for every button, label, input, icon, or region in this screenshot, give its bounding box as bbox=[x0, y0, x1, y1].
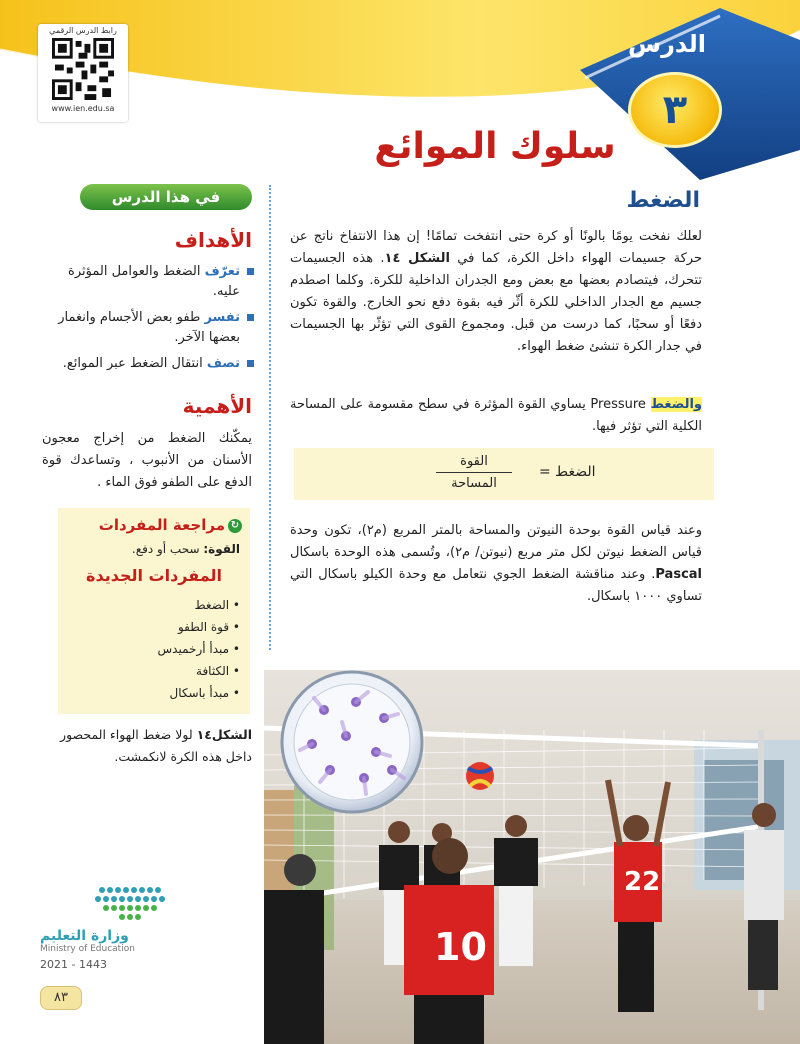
figure-caption-text: لولا ضغط الهواء المحصور داخل هذه الكرة لانكمشت. bbox=[60, 727, 252, 764]
review-term-word: القوة: bbox=[203, 542, 240, 556]
objectives-list bbox=[40, 262, 254, 380]
formula-lhs: الضغط = bbox=[539, 464, 596, 480]
ministry-name-ar: وزارة التعليم bbox=[40, 928, 129, 944]
term-pressure: والضغط bbox=[650, 397, 702, 412]
section-heading: الضغط bbox=[626, 188, 700, 213]
vocab-review-title: مراجعة المفردات bbox=[98, 516, 225, 534]
new-vocab-heading: المفردات الجديدة bbox=[86, 566, 222, 585]
edition-year: 2021 - 1443 bbox=[40, 958, 107, 971]
objective-text: انتقال الضغط عبر الموائع. bbox=[62, 356, 207, 371]
objective-item bbox=[40, 262, 254, 302]
new-vocab-item: • الضغط bbox=[70, 594, 240, 616]
new-vocab-list bbox=[70, 594, 240, 704]
vocab-review-heading bbox=[99, 516, 242, 534]
ministry-logo bbox=[40, 880, 190, 980]
objective-verb: تفسر bbox=[204, 310, 240, 325]
new-vocab-item: • مبدأ باسكال bbox=[70, 682, 240, 704]
figure-caption bbox=[56, 724, 252, 768]
formula-numerator: القوة bbox=[436, 454, 512, 473]
p3-part1: وعند قياس القوة بوحدة النيوتن والمساحة بالمتر المربع (م٢)، تكون وحدة قياس الضغط نيوتن لكل متر مربع (نيوتن/ م٢)، وتُسمى هذه الوحدة باسكال bbox=[290, 523, 702, 560]
p2-rest: يساوي القوة المؤثرة في سطح مقسومة على المساحة الكلية التي تؤثر فيها. bbox=[290, 397, 702, 434]
vocabulary-box bbox=[58, 508, 250, 714]
page-number: ٨٣ bbox=[40, 986, 82, 1010]
new-vocab-item: • مبدأ أرخميدس bbox=[70, 638, 240, 660]
qr-url[interactable]: www.ien.edu.sa bbox=[51, 104, 115, 113]
figure-reference: الشكل ١٤ bbox=[384, 251, 450, 266]
objective-text: الضغط والعوامل المؤثرة عليه. bbox=[68, 264, 240, 299]
qr-caption: رابط الدرس الرقمي bbox=[49, 26, 117, 35]
paragraph-units bbox=[290, 520, 702, 630]
column-divider bbox=[269, 185, 271, 650]
objective-verb: تعرّف bbox=[204, 264, 240, 279]
formula-denominator: المساحة bbox=[451, 476, 497, 491]
objective-item bbox=[40, 354, 254, 374]
objective-verb: تصف bbox=[206, 356, 240, 371]
pressure-formula-box bbox=[294, 448, 714, 500]
objective-text: طفو بعض الأجسام وانغمار بعضها الآخر. bbox=[58, 310, 240, 345]
review-term-definition: سحب أو دفع. bbox=[131, 542, 204, 556]
objectives-heading: الأهداف bbox=[174, 228, 252, 252]
term-english: Pressure bbox=[590, 397, 651, 412]
paragraph-definition bbox=[290, 394, 702, 444]
p1-part2: . هذه الجسيمات تتحرك، فيتصادم بعضها مع بعض ومع الجدران الداخلية للكرة. وكلما اصطدم جسيم مع الجدار الداخلي للكرة أثّر فيه بقوة دفع نحو الخارج. والقوة تكون دفعًا أو سحبًا، كما درست من قبل. ومجموع القوى التي تؤثّر بها الجسيمات في جدار الكرة تنشئ ضغط الهواء. bbox=[290, 251, 702, 354]
volleyball-photo bbox=[264, 670, 800, 1044]
air-particles-inset bbox=[282, 672, 422, 812]
formula-fraction bbox=[436, 454, 512, 491]
qr-code-panel[interactable] bbox=[38, 24, 128, 122]
page-title: سلوك الموائع bbox=[374, 126, 616, 167]
importance-text: يمكّنك الضغط من إخراج معجون الأسنان من الأنبوب ، وتساعدك قوة الدفع على الطفو فوق الماء . bbox=[42, 431, 252, 490]
qr-code-icon[interactable] bbox=[52, 38, 114, 100]
term-pascal: Pascal bbox=[655, 567, 702, 582]
paragraph-intro bbox=[290, 226, 702, 396]
in-this-lesson-tab: في هذا الدرس bbox=[80, 184, 252, 210]
review-cycle-icon: ↻ bbox=[228, 519, 242, 533]
p1-part1: لعلك نفخت يومًا بالونًا أو كرة حتى انتفخت تمامًا! إن هذا الانتفاخ ناتج عن حركة جسيمات الهواء داخل الكرة، كما في bbox=[290, 229, 702, 266]
volleyball-icon bbox=[466, 762, 494, 790]
lesson-label: الدرس bbox=[628, 30, 707, 58]
objective-item bbox=[40, 308, 254, 348]
jersey-number-left: 10 bbox=[434, 925, 487, 969]
ministry-name-en: Ministry of Education bbox=[40, 944, 135, 954]
new-vocab-item: • قوة الطفو bbox=[70, 616, 240, 638]
jersey-number-right: 22 bbox=[624, 867, 661, 897]
lesson-number-badge: ٣ bbox=[628, 72, 722, 148]
new-vocab-item: • الكثافة bbox=[70, 660, 240, 682]
ministry-dots-icon bbox=[40, 880, 190, 926]
review-term bbox=[132, 542, 240, 556]
p3-part2: . وعند مناقشة الضغط الجوي نتعامل مع وحدة الكيلو باسكال التي تساوي ١٠٠٠ باسكال. bbox=[290, 567, 702, 604]
figure-label: الشكل١٤ bbox=[196, 727, 252, 742]
importance-heading: الأهمية bbox=[182, 394, 252, 418]
